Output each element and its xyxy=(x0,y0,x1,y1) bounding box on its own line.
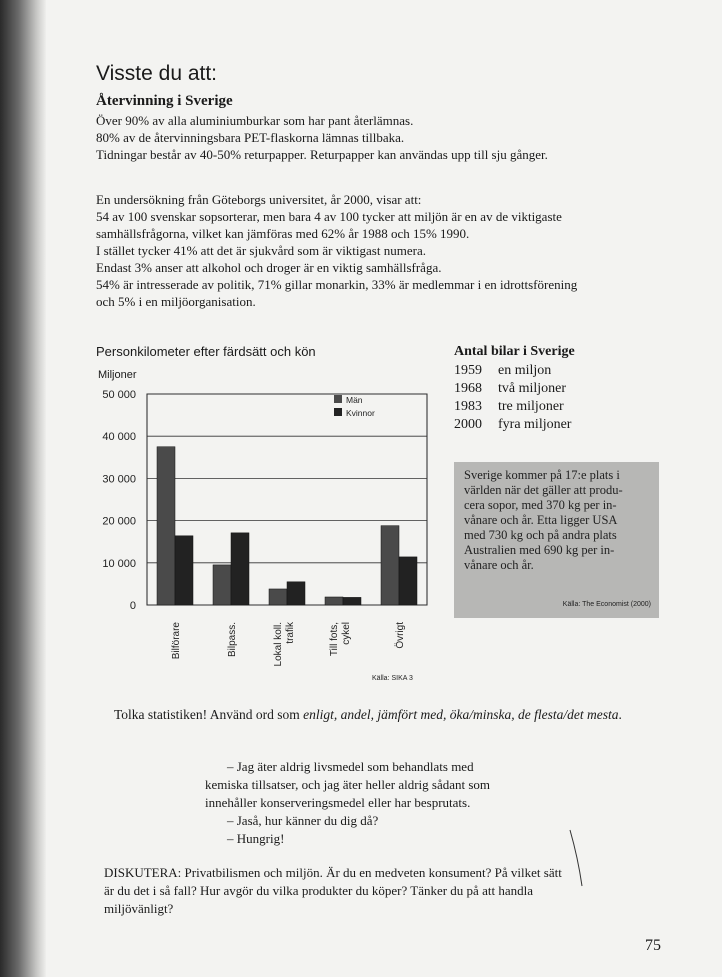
task-words: enligt, andel, jämfört med, öka/minska, de flesta/det mesta xyxy=(303,707,619,722)
chart-source: Källa: SIKA 3 xyxy=(372,675,413,682)
fact-line: Över 90% av alla aluminiumburkar som har pant återlämnas. xyxy=(96,113,414,128)
bar-women xyxy=(231,533,249,605)
bar-women xyxy=(343,597,361,605)
survey-line: och 5% i en miljöorganisation. xyxy=(96,294,256,309)
chart-bars xyxy=(157,447,417,605)
x-category-label: Till fots,cykel xyxy=(329,622,352,657)
car-count-value: tre miljoner xyxy=(498,399,564,414)
car-count-table xyxy=(454,344,575,434)
fact-line: 80% av de återvinningsbara PET-flaskorna lämnas tillbaka. xyxy=(96,130,405,145)
infobox-line: med 730 kg och på andra plats xyxy=(464,528,617,542)
car-count-value: en miljon xyxy=(498,363,552,378)
discussion-line: DISKUTERA: Privatbilismen och miljön. Är du en medveten konsument? På vilket sätt xyxy=(104,865,562,880)
car-count-value: fyra miljoner xyxy=(498,417,572,432)
survey-line: 54% är intresserade av politik, 71% gillar monarkin, 33% är medlemmar i en idrottsförening xyxy=(96,277,578,292)
dialogue-line: – Jag äter aldrig livsmedel som behandlats med xyxy=(227,759,474,774)
legend-swatch xyxy=(334,395,342,403)
task-intro: Tolka statistiken! Använd ord som xyxy=(114,707,304,722)
page-number: 75 xyxy=(645,937,661,954)
car-count-year: 1959 xyxy=(454,363,482,378)
car-count-year: 1983 xyxy=(454,399,482,414)
infobox-line: vånare och år. xyxy=(464,558,534,572)
legend-swatch xyxy=(334,408,342,416)
recycling-facts xyxy=(96,112,548,163)
dialogue xyxy=(205,758,535,848)
car-count-row xyxy=(454,398,575,416)
infobox-line: Sverige kommer på 17:e plats i xyxy=(464,468,620,482)
survey-line: En undersökning från Göteborgs universitet, år 2000, visar att: xyxy=(96,192,422,207)
bar-men xyxy=(325,597,343,605)
dialogue-line: kemiska tillsatser, och jag äter heller aldrig sådant som xyxy=(205,777,491,792)
y-tick-label: 10 000 xyxy=(102,557,136,570)
survey-line: 54 av 100 svenskar sopsorterar, men bara 4 av 100 tycker att miljön är en av de viktigaste xyxy=(96,209,562,224)
waste-infobox xyxy=(454,462,659,618)
discussion-line: miljövänligt? xyxy=(104,901,174,916)
pen-mark xyxy=(568,828,588,888)
infobox-line: vånare och år. Etta ligger USA xyxy=(464,513,618,527)
car-count-row xyxy=(454,380,575,398)
discussion-line: är du det i så fall? Hur avgör du vilka produkter du köper? Tänker du på att handla xyxy=(104,883,533,898)
infobox-line: världen när det gäller att produ- xyxy=(464,483,623,497)
bar-men xyxy=(213,565,231,605)
bar-women xyxy=(287,582,305,605)
car-count-row xyxy=(454,416,575,434)
car-count-title: Antal bilar i Sverige xyxy=(454,344,575,359)
x-category-label: Lokal koll.trafik xyxy=(273,622,296,667)
chart-labels xyxy=(102,389,413,682)
survey-line: I stället tycker 41% att det är sjukvård som är viktigast numera. xyxy=(96,243,426,258)
plot-frame xyxy=(147,394,427,605)
bar-men xyxy=(269,589,287,605)
task-end: . xyxy=(618,707,622,722)
y-tick-label: 30 000 xyxy=(102,473,136,486)
chart-y-unit: Miljoner xyxy=(98,369,137,381)
y-tick-label: 20 000 xyxy=(102,515,136,528)
infobox-line: Australien med 690 kg per in- xyxy=(464,543,615,557)
survey-line: samhällsfrågorna, vilket kan jämföras med 62% år 1988 och 15% 1990. xyxy=(96,226,470,241)
bar-women xyxy=(175,536,193,605)
section-heading: Visste du att: xyxy=(96,62,218,85)
car-count-value: två miljoner xyxy=(498,381,567,396)
dialogue-line: – Jaså, hur känner du dig då? xyxy=(227,813,379,828)
survey-paragraph xyxy=(96,191,577,310)
car-count-year: 1968 xyxy=(454,381,482,396)
infobox-line: cera sopor, med 370 kg per in- xyxy=(464,498,617,512)
x-category-label: Bilpass. xyxy=(227,622,238,658)
bar-men xyxy=(381,526,399,605)
car-count-row xyxy=(454,362,575,380)
survey-line: Endast 3% anser att alkohol och droger är en viktig samhällsfråga. xyxy=(96,260,442,275)
car-count-year: 2000 xyxy=(454,417,482,432)
bar-men xyxy=(157,447,175,605)
x-category-label: Övrigt xyxy=(395,622,406,649)
fact-line: Tidningar består av 40-50% returpapper. Returpapper kan användas upp till sju gånger. xyxy=(96,147,548,162)
recycling-subheading: Återvinning i Sverige xyxy=(96,93,233,109)
task-instruction xyxy=(114,706,654,724)
chart-title: Personkilometer efter färdsätt och kön xyxy=(96,344,316,359)
y-tick-label: 0 xyxy=(129,600,136,612)
dialogue-line: innehåller konserveringsmedel eller har besprutats. xyxy=(205,795,471,810)
y-tick-label: 40 000 xyxy=(102,431,136,444)
legend-label: Män xyxy=(346,395,363,405)
infobox-source: Källa: The Economist (2000) xyxy=(562,601,651,608)
dialogue-line: – Hungrig! xyxy=(227,831,285,846)
bar-women xyxy=(399,557,417,605)
chart-gridlines xyxy=(147,394,427,605)
legend-label: Kvinnor xyxy=(346,408,375,418)
y-tick-label: 50 000 xyxy=(102,389,136,401)
x-category-label: Bilförare xyxy=(171,622,182,660)
